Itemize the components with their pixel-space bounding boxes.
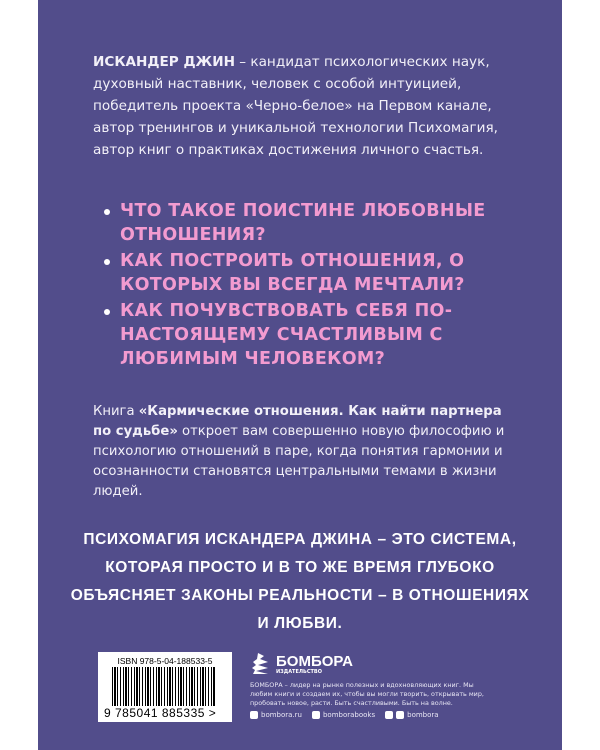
book-title: «Кармические отношения. Как найти партнера по судьбе» xyxy=(93,404,502,439)
book-back-cover xyxy=(38,0,562,750)
author-name: ИСКАНДЕР ДЖИН xyxy=(93,54,235,70)
bullet-icon xyxy=(104,309,110,315)
publisher-logo xyxy=(250,651,353,677)
isbn-text: ISBN 978-5-04-188533-5 xyxy=(117,656,213,666)
link-text: bomborabooks xyxy=(322,711,376,719)
publisher-description: БОМБОРА – лидер на рынке полезных и вдохновляющих книг. Мы любим книги и создаем их, чтобы вы могли творить, открывать мир, пробовать новое, расти. Быть счастливыми. Быть на волне. xyxy=(250,681,484,707)
web-icon xyxy=(250,711,258,719)
publisher-sub: ИЗДАТЕЛЬСТВО xyxy=(276,668,322,675)
tagline: ПСИХОМАГИЯ ИСКАНДЕРА ДЖИНА – ЭТО СИСТЕМА, КОТОРАЯ ПРОСТО И В ТО ЖЕ ВРЕМЯ ГЛУБОКО ОБЪЯСНЯЕТ ЗАКОНЫ РЕАЛЬНОСТИ – В ОТНОШЕНИЯХ И ЛЮБВИ. xyxy=(70,531,530,632)
publisher-name: БОМБОРА xyxy=(276,652,353,670)
link-website[interactable] xyxy=(250,711,302,719)
book-prefix: Книга xyxy=(93,404,139,419)
barcode-digits: 9 785041 885335 > xyxy=(102,706,228,720)
link-social[interactable] xyxy=(385,711,438,719)
question-item xyxy=(104,199,504,247)
bullet-icon xyxy=(104,209,110,215)
link-vk[interactable] xyxy=(312,711,375,719)
question-item xyxy=(104,249,504,297)
vk-icon xyxy=(312,711,320,719)
telegram-icon xyxy=(396,711,404,719)
book-description xyxy=(93,402,518,502)
bullet-icon xyxy=(104,259,110,265)
publisher-links xyxy=(250,711,439,719)
question-text: ЧТО ТАКОЕ ПОИСТИНЕ ЛЮБОВНЫЕ ОТНОШЕНИЯ? xyxy=(120,201,486,245)
book-text: откроет вам совершенно новую философию и психологию отношений в паре, когда понятия гармонии и осознанности становятся центральными темами в жизни людей. xyxy=(93,424,505,499)
isbn-barcode xyxy=(98,652,232,722)
barcode-bars xyxy=(112,667,216,707)
question-item xyxy=(104,299,504,371)
link-text: bombora.ru xyxy=(261,711,302,719)
publisher-logo-icon xyxy=(250,651,272,677)
question-text: КАК ПОЧУВСТВОВАТЬ СЕБЯ ПО-НАСТОЯЩЕМУ СЧАСТЛИВЫМ С ЛЮБИМЫМ ЧЕЛОВЕКОМ? xyxy=(120,301,453,369)
plus-icon xyxy=(385,711,393,719)
author-bio-text: – кандидат психологических наук, духовный наставник, человек с особой интуицией, победитель проекта «Черно-белое» на Первом канале, автор тренингов и уникальной технологии Психомагия, автор книг о практиках достижения личного счастья. xyxy=(93,54,498,158)
question-list xyxy=(104,199,504,373)
author-bio xyxy=(93,51,513,161)
link-text: bombora xyxy=(407,711,439,719)
question-text: КАК ПОСТРОИТЬ ОТНОШЕНИЯ, О КОТОРЫХ ВЫ ВСЕГДА МЕЧТАЛИ? xyxy=(120,251,465,295)
